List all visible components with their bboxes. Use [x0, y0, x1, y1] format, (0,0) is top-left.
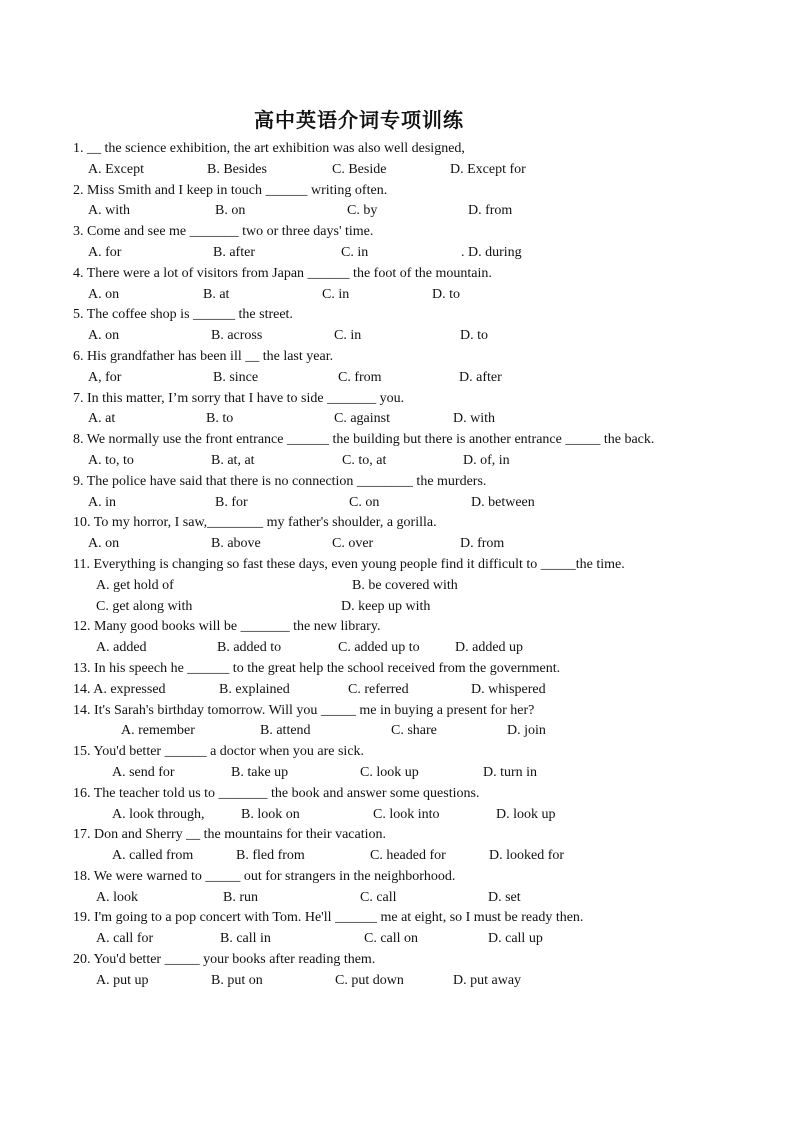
question-options [73, 929, 723, 950]
option-b: B. for [215, 494, 248, 510]
option-c: C. in [341, 244, 369, 260]
question-list [73, 139, 723, 992]
question-options [73, 368, 723, 389]
question-17 [73, 825, 723, 867]
option-d: D. join [507, 723, 546, 739]
question-15 [73, 742, 723, 784]
option-d: D. set [488, 889, 521, 905]
option-a: A. remember [121, 723, 195, 739]
option-b: B. fled from [236, 848, 305, 864]
question-14 [73, 701, 723, 743]
question-stem: 9. The police have said that there is no connection ________ the murders. [73, 473, 487, 489]
option-b: B. look on [241, 806, 300, 822]
option-c: C. on [349, 494, 380, 510]
question-20 [73, 950, 723, 992]
option-c: C. added up to [338, 640, 420, 656]
option-d: D. keep up with [341, 598, 431, 614]
option-a-text: A. expressed [93, 681, 166, 697]
option-b: B. Besides [207, 161, 267, 177]
option-d: D. to [432, 286, 460, 302]
question-stem-text: 8. We normally use the front entrance ______ the building but there is another entrance _____ the back. [73, 432, 655, 448]
question-stem: 12. Many good books will be _______ the new library. [73, 619, 381, 635]
option-d: D. to [460, 328, 488, 344]
option-a: A. send for [112, 764, 175, 780]
option-a: A. call for [96, 931, 154, 947]
option-b: B. explained [219, 681, 290, 697]
page-title: 高中英语介词专项训练 [254, 108, 464, 132]
option-c: C. in [322, 286, 350, 302]
question-options [73, 805, 723, 826]
option-a: A. on [88, 536, 120, 552]
option-d: D. turn in [483, 764, 538, 780]
question-options [73, 888, 723, 909]
option-b: B. call in [220, 931, 271, 947]
question-7 [73, 389, 723, 431]
question-3 [73, 222, 723, 264]
question-11 [73, 555, 723, 617]
option-a: A. with [88, 203, 130, 219]
option-c: C. by [347, 203, 378, 219]
question-6 [73, 347, 723, 389]
question-options [73, 638, 723, 659]
question-8 [73, 430, 723, 472]
option-b: B. across [211, 328, 263, 344]
question-options [73, 201, 723, 222]
question-options [73, 576, 723, 618]
option-d: D. call up [488, 931, 543, 947]
option-a: A. look [96, 889, 138, 905]
question-stem: 17. Don and Sherry __ the mountains for their vacation. [73, 827, 386, 843]
option-a: A. on [88, 328, 120, 344]
question-stem: 20. You'd better _____ your books after reading them. [73, 952, 376, 968]
question-options [73, 285, 723, 306]
option-b: B. above [211, 536, 261, 552]
option-c: C. from [338, 369, 382, 385]
option-d: D. put away [453, 972, 522, 988]
option-d: D. after [459, 369, 502, 385]
option-b: B. after [213, 244, 255, 260]
option-b: B. since [213, 369, 259, 385]
option-d: D. looked for [489, 848, 565, 864]
question-options [73, 680, 723, 701]
option-a: A. at [88, 411, 116, 427]
option-d: D. added up [455, 640, 524, 656]
question-19 [73, 908, 723, 950]
question-stem [73, 430, 721, 451]
option-a: A. added [96, 640, 147, 656]
question-stem: 19. I'm going to a pop concert with Tom. He'll ______ me at eight, so I must be ready then. [73, 910, 584, 926]
question-10 [73, 513, 723, 555]
option-a: A. for [88, 244, 122, 260]
option-b: B. attend [260, 723, 311, 739]
option-a: A. on [88, 286, 120, 302]
option-c: C. share [391, 723, 437, 739]
question-4 [73, 264, 723, 306]
question-stem: 15. You'd better ______ a doctor when you are sick. [73, 744, 365, 760]
option-c: C. headed for [370, 848, 446, 864]
option-c: C. over [332, 536, 374, 552]
question-options [73, 763, 723, 784]
question-stem: 2. Miss Smith and I keep in touch ______ writing often. [73, 182, 388, 198]
option-b: B. put on [211, 972, 263, 988]
question-9 [73, 472, 723, 514]
question-2 [73, 181, 723, 223]
question-18 [73, 867, 723, 909]
option-b: B. added to [217, 640, 282, 656]
option-c: C. get along with [96, 598, 193, 614]
option-d: . D. during [461, 244, 522, 260]
question-options [73, 971, 723, 992]
question-options [73, 160, 723, 181]
option-d: D. whispered [471, 681, 546, 697]
question-options [73, 243, 723, 264]
option-b: B. at [203, 286, 230, 302]
option-a: A. to, to [88, 452, 134, 468]
option-c: C. referred [348, 681, 409, 697]
question-options [73, 409, 723, 430]
question-stem: 10. To my horror, I saw,________ my father's shoulder, a gorilla. [73, 515, 437, 531]
option-b: B. at, at [211, 452, 255, 468]
question-16 [73, 784, 723, 826]
question-options [73, 326, 723, 347]
option-d: D. of, in [463, 452, 510, 468]
question-1 [73, 139, 723, 181]
option-c: C. in [334, 328, 362, 344]
option-c: C. call on [364, 931, 419, 947]
question-stem: 11. Everything is changing so fast these days, even young people find it difficult to _____the time. [73, 556, 625, 572]
question-stem: 1. __ the science exhibition, the art exhibition was also well designed, [73, 141, 465, 156]
question-options [73, 534, 723, 555]
question-5 [73, 305, 723, 347]
question-stem: 4. There were a lot of visitors from Japan ______ the foot of the mountain. [73, 265, 492, 281]
question-options [73, 493, 723, 514]
option-c: C. call [360, 889, 397, 905]
question-stem: 14. It's Sarah's birthday tomorrow. Will you _____ me in buying a present for her? [73, 702, 535, 718]
question-stem: 7. In this matter, I’m sorry that I have to side _______ you. [73, 390, 405, 406]
option-b: B. take up [231, 764, 289, 780]
option-d: D. from [468, 203, 513, 219]
option-a: A, for [88, 369, 122, 385]
question-13 [73, 659, 723, 701]
question-12 [73, 617, 723, 659]
question-stem: 3. Come and see me _______ two or three days' time. [73, 224, 374, 240]
option-d: D. look up [496, 806, 556, 822]
option-b: B. to [206, 411, 234, 427]
option-a: A. look through, [112, 806, 205, 822]
option-c: C. Beside [332, 161, 387, 177]
option-d: D. with [453, 411, 495, 427]
question-options [73, 721, 723, 742]
option-c: C. look into [373, 806, 440, 822]
option-d: D. from [460, 536, 505, 552]
option-d: D. Except for [450, 161, 526, 177]
option-a: A. get hold of [96, 577, 174, 593]
question-options [73, 451, 723, 472]
option-b: B. run [223, 889, 258, 905]
option-d: D. between [471, 494, 535, 510]
option-b: B. on [215, 203, 246, 219]
question-stem: 18. We were warned to _____ out for strangers in the neighborhood. [73, 868, 456, 884]
question-stem: 13. In his speech he ______ to the great help the school received from the government. [73, 660, 561, 676]
option-c: C. to, at [342, 452, 387, 468]
option-a: A. put up [96, 972, 149, 988]
option-c: C. against [334, 411, 390, 427]
option-b: B. be covered with [352, 577, 458, 593]
question-options [73, 846, 723, 867]
question-stem: 6. His grandfather has been ill __ the last year. [73, 348, 334, 364]
option-a: A. in [88, 494, 116, 510]
option-c: C. look up [360, 764, 419, 780]
option-a: A. called from [112, 848, 194, 864]
option-a: A. Except [88, 161, 144, 177]
option-c: C. put down [335, 972, 404, 988]
question-stem: 5. The coffee shop is ______ the street. [73, 307, 293, 323]
option-a: 14. A. expressed [73, 681, 166, 697]
question-stem: 16. The teacher told us to _______ the book and answer some questions. [73, 785, 480, 801]
